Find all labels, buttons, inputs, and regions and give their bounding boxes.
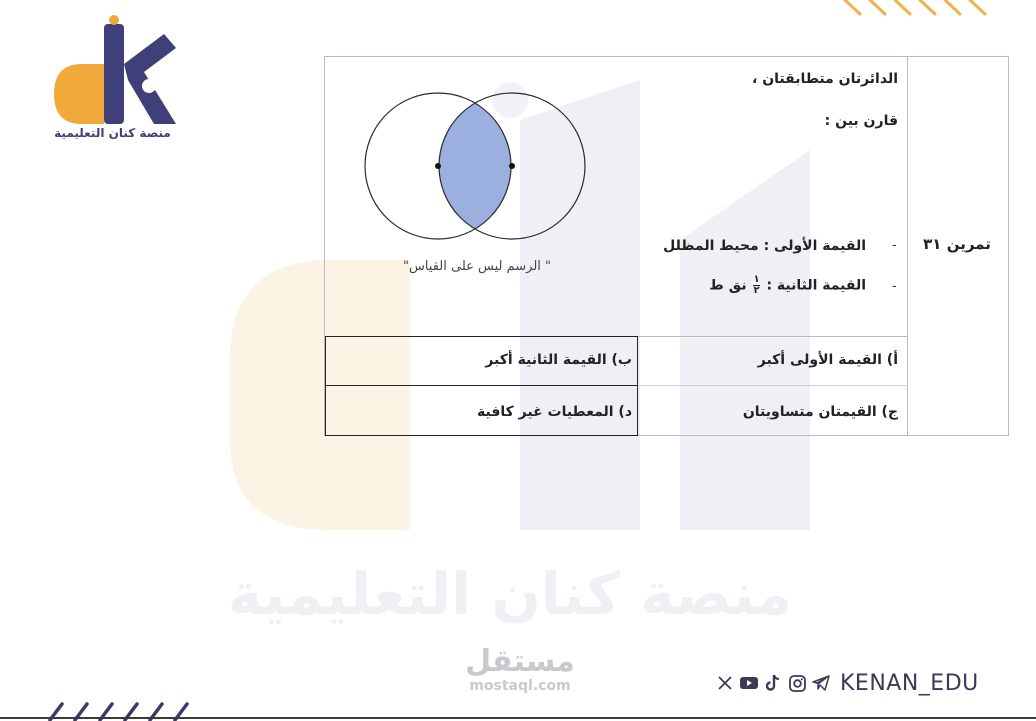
value-2-prefix: القيمة الثانية : [766,277,866,294]
column-divider [907,57,908,435]
options-left-box [325,336,638,436]
watermark-text: منصة كنان التعليمية [227,560,793,628]
figure-caption: " الرسم ليس على القياس" [402,259,552,274]
instagram-icon[interactable] [788,674,806,692]
mostaql-watermark [440,646,600,694]
kenan-logo [44,14,184,144]
fraction-denominator: ٢ [753,285,760,296]
mostaql-arabic: مستقل [465,644,575,679]
social-bar [716,670,979,696]
exercise-table [324,56,1009,436]
options-middle-line [325,385,638,386]
exercise-label: تمرين ٣١ [923,235,991,253]
option-d[interactable]: د) المعطيات غير كافية [477,404,632,420]
logo-caption: منصة كنان التعليمية [54,126,171,140]
right-center-point [509,163,515,169]
bullet-2: - [892,279,897,294]
option-b[interactable]: ب) القيمة الثانية أكبر [485,352,632,368]
youtube-icon[interactable] [740,674,758,692]
tiktok-icon[interactable] [764,674,782,692]
question-line-1: الدائرتان متطابقتان ، [752,71,898,87]
mostaql-url: mostaql.com [469,678,571,694]
fraction-numerator: ١ [753,274,760,285]
decor-stripes-top [840,0,1000,18]
social-handle[interactable]: KENAN_EDU [840,670,979,696]
x-icon[interactable] [716,674,734,692]
value-1: القيمة الأولى : محيط المظلل [663,238,866,254]
option-a[interactable]: أ) القيمة الأولى أكبر [757,352,898,368]
value-2 [709,275,866,296]
telegram-icon[interactable] [812,674,830,692]
option-c[interactable]: ج) القيمتان متساويتان [742,404,898,420]
question-line-2: قارن بين : [824,113,898,129]
footer-line [0,717,1036,719]
value-2-fraction [753,275,759,296]
two-circles-figure [361,89,591,244]
left-center-point [435,163,441,169]
value-2-suffix: نق ط [709,277,747,294]
bullet-1: - [892,238,897,253]
